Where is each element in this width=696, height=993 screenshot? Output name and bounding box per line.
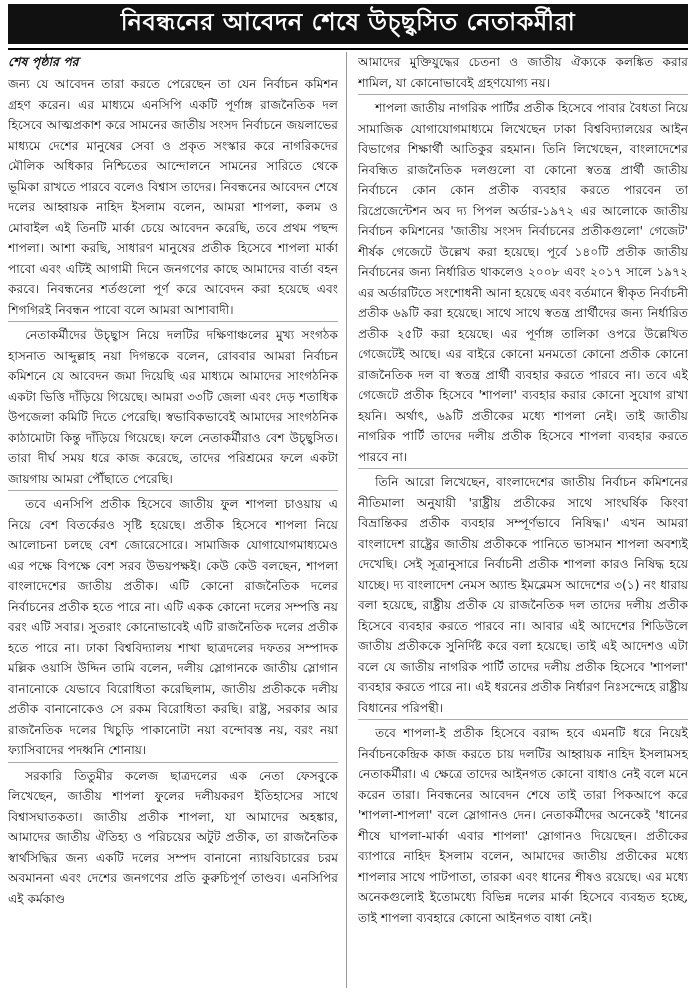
paragraph: শাপলা জাতীয় নাগরিক পার্টির প্রতীক হিসেবে পাবার বৈধতা নিয়ে সামাজিক যোগাযোগমাধ্যমে লিখেছেন ঢাকা বিশ্ববিদ্যালয়ের আইন বিভাগের শিক্ষার্থী আতিকুর রহমান। তিনি লিখেছেন, বাংলাদেশের নিবন্ধিত রাজনৈতিক দলগুলো বা কোনো স্বতন্ত্র প্রার্থী জাতীয় নির্বাচনে কোন কোন প্রতীক ব্যবহার করতে পারবেন তা রিপ্রেজেন্টেশন অব দ্য পিপল অর্ডার-১৯৭২ এর আলোকে জাতীয় নির্বাচন কমিশনের 'জাতীয় সংসদ নির্বাচনের প্রতীকগুলো' গেজেট' শীর্ষক গেজেটে উল্লেখ করা হয়েছে। পূর্বে ১৪০টি প্রতীক জাতীয় নির্বাচনের জন্য নির্ধারিত থাকলেও ২০০৮ এবং ২০১৭ সালে ১৯৭২ এর অর্ডারটিতে সংশোধনী আনা হয়েছে এবং বর্তমানে স্বীকৃত নির্বাচনী প্রতীক ৬৯টি করা হয়েছে। সাথে সাথে স্বতন্ত্র প্রার্থীদের জন্য নির্ধারিত প্রতীক ২৫টি করা হয়েছে। এর পূর্ণাঙ্গ তালিকা ওপরে উল্লেখিত গেজেটেই আছে। এর বাইরে কোনো মনমতো কোনো প্রতীক কোনো রাজনৈতিক দল বা স্বতন্ত্র প্রার্থী ব্যবহার করতে পারবে না। তবে এই গেজেটে প্রতীক হিসেবে 'শাপলা' ব্যবহার করার কোনো সুযোগ রাখা হয়নি। অর্থাৎ, ৬৯টি প্রতীকের মধ্যে শাপলা নেই। তাই জাতীয় নাগরিক পার্টি তাদের দলীয় প্রতীক হিসেবে শাপলা ব্যবহার করতে পারবে না। [358, 101, 688, 464]
paragraph: আমাদের মুক্তিযুদ্ধের চেতনা ও জাতীয় ঐক্যকে কলঙ্কিত করার শামিল, যা কোনোভাবেই গ্রহণযোগ্য নয়। [358, 55, 688, 90]
paragraph-divider [358, 468, 688, 469]
headline-rule [8, 48, 688, 50]
paragraph-divider [8, 321, 338, 322]
column-divider [346, 52, 347, 988]
paragraph: তবে শাপলা-ই প্রতীক হিসেবে বরাদ্দ হবে এমনটি ধরে নিয়েই নির্বাচনকেন্দ্রিক কাজ করতে চায় দলটির আহ্বায়ক নাহিদ ইসলামসহ নেতাকর্মীরা। এ ক্ষেত্রে তাদের আইনগত কোনো বাধাও নেই বলে মনে করেন তারা। নিবন্ধনের আবেদন শেষে তাই তারা পিকআপে করে 'শাপলা-শাপলা' বলে স্লোগানও দেন। নেতাকর্মীদের অনেকেই 'ধানের শীষে ঘাপলা-মার্কা এবার শাপলা' স্লোগানও দিয়েছেন। প্রতীকের ব্যাপারে নাহিদ ইসলাম বলেন, আমাদের জাতীয় প্রতীকের মধ্যে শাপলার সাথে পাটপাতা, তারকা এবং ধানের শীষও রয়েছে। এর মধ্যে অনেকগুলোই ইতোমধ্যে বিভিন্ন দলের মার্কা হিসেবে ব্যবহৃত হচ্ছে, তাই শাপলা ব্যবহারে কোনো আইনগত বাধা নেই। [358, 726, 688, 925]
paragraph-divider [358, 94, 688, 95]
article-column-right [358, 52, 688, 988]
headline: নিবন্ধনের আবেদন শেষে উচ্ছ্বসিত নেতাকর্মীরা [8, 4, 688, 44]
paragraph-divider [8, 490, 338, 491]
paragraph: তবে এনসিপি প্রতীক হিসেবে জাতীয় ফুল শাপলা চাওয়ায় এ নিয়ে বেশ বিতর্কেরও সৃষ্টি হয়েছে। প্রতীক হিসেবে শাপলা নিয়ে আলোচনা চলছে বেশ জোরেসোরে। সামাজিক যোগাযোগমাধ্যমেও এর পক্ষে বিপক্ষে বেশ সরব উভয়পক্ষই। কেউ কেউ বলছেন, শাপলা বাংলাদেশের জাতীয় প্রতীক। এটি কোনো রাজনৈতিক দলের নির্বাচনের প্রতীক হতে পারে না। এটি একক কোনো দলের সম্পত্তি নয় বরং এটি সবার। সুতরাং কোনোভাবেই এটি রাজনৈতিক দলের প্রতীক হতে পারে না। ঢাকা বিশ্ববিদ্যালয় শাখা ছাত্রদলের দফতর সম্পাদক মল্লিক ওয়াসি উদ্দিন তামি বলেন, দলীয় স্লোগানকে জাতীয় স্লোগান বানানোকে যেভাবে বিরোধিতা করেছিলাম, জাতীয় প্রতীককে দলীয় প্রতীক বানানোকেও সে রকম বিরোধিতা করছি। রাষ্ট্র, সরকার আর রাজনৈতিক দলের খিচুড়ি পাকানোটা নয়া বন্দোবস্ত নয়, বরং নয়া ফ্যাসিবাদের পদধ্বনি শোনায়। [8, 497, 338, 757]
paragraph-divider [8, 762, 338, 763]
paragraph-divider [358, 719, 688, 720]
paragraph: সরকারি তিতুমীর কলেজ ছাত্রদলের এক নেতা ফেসবুকে লিখেছেন, জাতীয় শাপলা ফুলের দলীয়করণ ইতিহাসের সাথে বিশ্বাসঘাতকতা। জাতীয় প্রতীক শাপলা, যা আমাদের অহঙ্কার, আমাদের জাতীয় ঐতিহ্য ও পরিচয়ের অটুট প্রতীক, তা রাজনৈতিক স্বার্থসিদ্ধির জন্য একটি দলের সম্পদ বানানো ন্যায়বিচারের চরম অবমাননা এবং দেশের জনগণের প্রতি কুরুচিপূর্ণ তাণ্ডব। এনসিপির এই কর্মকাণ্ড [8, 768, 338, 906]
continuation-kicker: শেষ পৃষ্ঠার পর [8, 54, 79, 69]
article-column-left [8, 52, 338, 988]
paragraph: তিনি আরো লিখেছেন, বাংলাদেশের জাতীয় নির্বাচন কমিশনের নীতিমালা অনুযায়ী 'রাষ্ট্রীয় প্রতীকের সাথে সাংঘর্ষিক কিংবা বিভ্রান্তিকর প্রতীক ব্যবহার সম্পূর্ণভাবে নিষিদ্ধ।' এখন আমরা বাংলাদেশ রাষ্ট্রের জাতীয় প্রতীককে পানিতে ভাসমান শাপলা অবশ্যই দেখেছি। সেই সূত্রানুসারে নির্বাচনী প্রতীক শাপলা কারও নিষিদ্ধ হয়ে যাচ্ছে। দ্য বাংলাদেশ নেমস অ্যান্ড ইমব্লেমস আদেশের ৩(১) নং ধারায় বলা হয়েছে, রাষ্ট্রীয় প্রতীক যে রাজনৈতিক দল তাদের দলীয় প্রতীক হিসেবে ব্যবহার করতে পারবে না। আবার এই আদেশের শিডিউলে জাতীয় প্রতীককে সুনির্দিষ্ট করে বলা হয়েছে। তাই এই আদেশও এটা বলে যে জাতীয় নাগরিক পার্টি তাদের দলীয় প্রতীক হিসেবে 'শাপলা' ব্যবহার করতে পারে না। এই ধরনের প্রতীক নির্ধারণ নিঃসন্দেহে রাষ্ট্রীয় বিধানের পরিপন্থী। [358, 475, 688, 715]
paragraph: জন্য যে আবেদন তারা করতে পেরেছেন তা যেন নির্বাচন কমিশন গ্রহণ করেন। এর মাধ্যমে এনসিপি একটি পূর্ণাঙ্গ রাজনৈতিক দল হিসেবে আত্মপ্রকাশ করে সামনের জাতীয় সংসদ নির্বাচনে জয়লাভের মাধ্যমে দেশের মানুষের সেবা ও প্রকৃত সংস্কার করে নাগরিকদের মৌলিক অধিকার নিশ্চিতের আন্দোলনে সামনের সারিতে থেকে ভূমিকা রাখতে পারবে বলেও বিশ্বাস তাদের। নিবন্ধনের আবেদন শেষে দলের আহ্বায়ক নাহিদ ইসলাম বলেন, আমরা শাপলা, কলম ও মোবাইল এই তিনটি মার্কা চেয়ে আবেদন করেছি, তবে প্রথম পছন্দ শাপলা। আশা করছি, সাধারণ মানুষের প্রতীক হিসেবে শাপলা মার্কা পাবো এবং এটিই আগামী দিনে জনগণের কাছে আমাদের বার্তা বহন করবে। নিবন্ধনের শর্তগুলো পূর্ণ করে আবেদন করা হয়েছে এবং শিগগিরই নিবন্ধন পাবো বলে আমরা আশাবাদী। [8, 77, 338, 317]
paragraph: নেতাকর্মীদের উচ্ছ্বাস নিয়ে দলটির দক্ষিণাঞ্চলের মুখ্য সংগঠক হাসনাত আব্দুল্লাহ নয়া দিগন্তকে বলেন, রোববার আমরা নির্বাচন কমিশনে যে আবেদন জমা দিয়েছি এর মাধ্যমে আমাদের সাংগঠনিক একটা ভিত্তি দাঁড়িয়ে গিয়েছে। আমরা ৩৩টি জেলা এবং দেড় শতাধিক উপজেলা কমিটি দিতে পেরেছি। স্বভাবিকভাবেই আমাদের সাংগঠনিক কাঠামোটা কিন্তু দাঁড়িয়ে গিয়েছে। ফলে নেতাকর্মীরাও বেশ উচ্ছ্বসিত। তারা দীর্ঘ সময় ধরে কাজ করেছে, তাদের পরিশ্রমের ফলে একটা জায়গায় আমরা পৌঁছাতে পেরেছি। [8, 328, 338, 486]
